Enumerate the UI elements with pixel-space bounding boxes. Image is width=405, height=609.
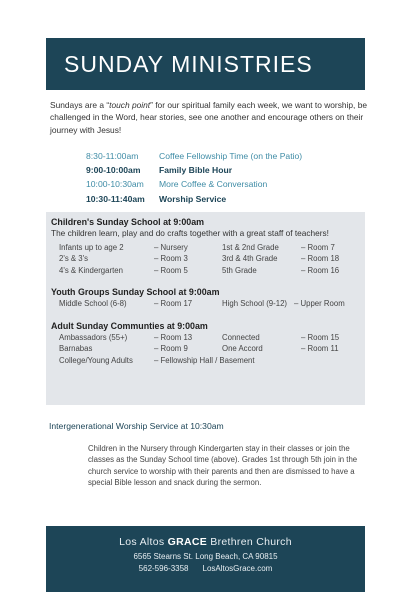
childrens-description: The children learn, play and do crafts together with a great staff of teachers! (51, 228, 329, 238)
class-name: College/Young Adults (59, 356, 133, 366)
class-name: Middle School (6-8) (59, 299, 127, 309)
header-banner (46, 38, 365, 90)
room-name: – Fellowship Hall / Basement (154, 356, 255, 366)
class-name: Connected (222, 332, 260, 342)
table-row (59, 266, 363, 278)
church-name-post: Brethren Church (207, 536, 292, 548)
room-name: – Room 5 (154, 265, 188, 275)
sunday-school-panel (46, 212, 365, 405)
intro-after: ” for our spiritual family each week, we want to worship, be challenged in the Word, hear stories, see one another and encourage others on their journey with Jesus! (50, 100, 368, 135)
childrens-rooms-table (59, 243, 363, 278)
class-name: High School (9-12) (222, 299, 288, 309)
schedule-label: More Coffee & Conversation (159, 179, 268, 190)
room-name: – Room 9 (154, 344, 188, 354)
adult-rooms-table (59, 333, 363, 368)
schedule-time: 8:30-11:00am (86, 151, 139, 161)
childrens-title: Children's Sunday School at 9:00am (51, 217, 205, 227)
class-name: 1st & 2nd Grade (222, 242, 279, 252)
intergenerational-title: Intergenerational Worship Service at 10:30am (49, 421, 224, 431)
table-row (59, 356, 363, 368)
schedule-row (86, 163, 376, 177)
schedule-row (86, 177, 376, 191)
youth-rooms-table (59, 299, 363, 311)
class-name: 4's & Kindergarten (59, 265, 123, 275)
table-row (59, 254, 363, 266)
room-name: – Room 18 (301, 254, 340, 264)
church-contact (46, 564, 365, 573)
church-footer (46, 526, 365, 592)
room-name: – Room 16 (301, 265, 340, 275)
schedule-row (86, 192, 376, 206)
intro-emphasis: touch point (109, 100, 151, 110)
class-name: 3rd & 4th Grade (222, 254, 278, 264)
room-name: – Nursery (154, 242, 188, 252)
schedule-label: Worship Service (159, 193, 227, 204)
church-address: 6565 Stearns St. Long Beach, CA 90815 (133, 552, 278, 561)
church-name (46, 536, 365, 548)
class-name: One Accord (222, 344, 263, 354)
room-name: – Room 13 (154, 332, 193, 342)
table-row (59, 299, 363, 311)
schedule-label: Family Bible Hour (159, 165, 233, 176)
church-name-bold: GRACE (167, 536, 208, 548)
table-row (59, 333, 363, 345)
church-phone: 562-596-3358 (138, 564, 189, 573)
schedule-time: 10:00-10:30am (86, 179, 144, 190)
church-name-pre: Los Altos (119, 536, 168, 548)
class-name: Ambassadors (55+) (59, 332, 128, 342)
class-name: Barnabas (59, 344, 93, 354)
room-name: – Upper Room (294, 299, 345, 309)
intro-before: Sundays are a “ (50, 100, 110, 110)
room-name: – Room 3 (154, 254, 188, 264)
table-row (59, 344, 363, 356)
room-name: – Room 17 (154, 299, 193, 309)
adult-title: Adult Sunday Communties at 9:00am (51, 320, 208, 331)
table-row (59, 243, 363, 255)
class-name: Infants up to age 2 (59, 242, 124, 252)
room-name: – Room 7 (301, 242, 335, 252)
class-name: 2's & 3's (59, 254, 88, 264)
class-name: 5th Grade (222, 265, 257, 275)
schedule-label: Coffee Fellowship Time (on the Patio) (159, 151, 303, 161)
schedule-list (86, 149, 376, 206)
schedule-time: 10:30-11:40am (86, 193, 145, 204)
intergenerational-text: Children in the Nursery through Kindergarten stay in their classes or join the classes as the Sunday School time (above). Grades 1st through 5th join in the church service to worship with their parents and then are dismissed to have a special Bible lesson and snack during the sermon. (88, 444, 358, 487)
intro-paragraph (50, 99, 368, 136)
church-website-link[interactable]: LosAltosGrace.com (202, 564, 273, 573)
page-title: SUNDAY MINISTRIES (64, 50, 313, 77)
youth-title: Youth Groups Sunday School at 9:00am (51, 287, 220, 298)
schedule-time: 9:00-10:00am (86, 165, 141, 176)
room-name: – Room 15 (301, 332, 340, 342)
room-name: – Room 11 (301, 344, 339, 354)
schedule-row (86, 149, 376, 163)
